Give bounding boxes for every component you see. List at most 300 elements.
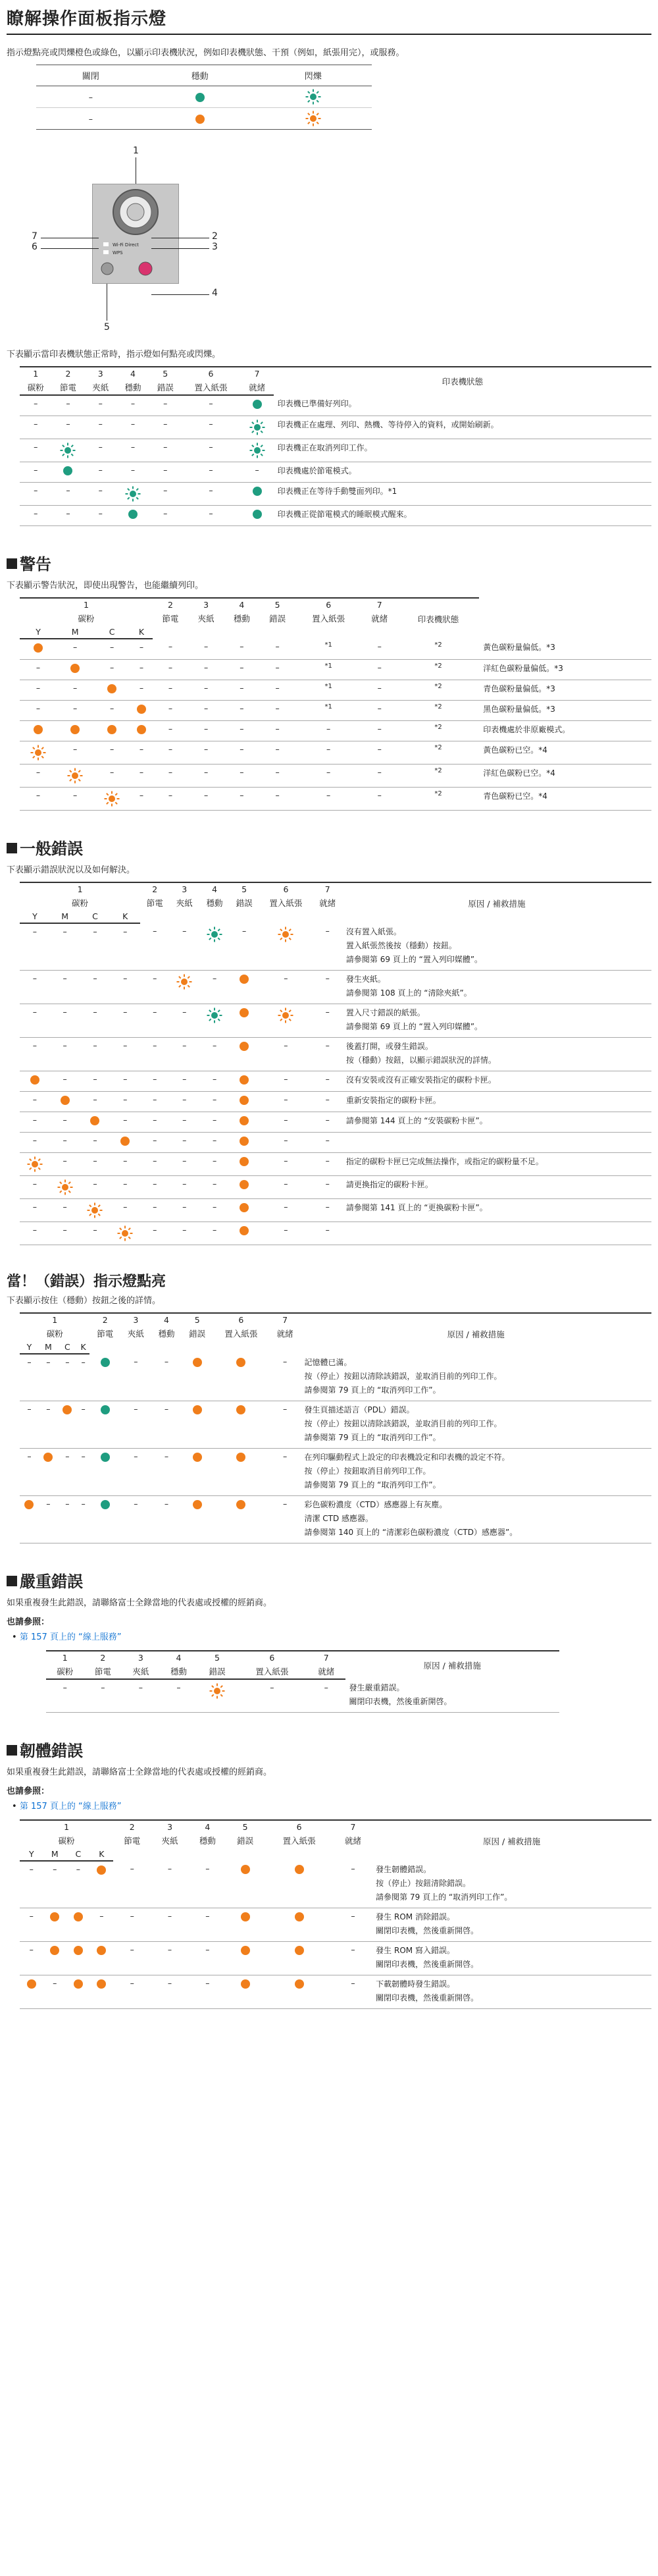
off-cell: – xyxy=(307,1679,345,1713)
note-cell: *1 xyxy=(295,639,362,660)
light-name-1: 碳粉 xyxy=(78,614,95,624)
description-cell xyxy=(274,439,651,462)
light-number-2: 2 xyxy=(89,1313,120,1326)
light-number-5: 5 xyxy=(197,1651,237,1664)
note-cell: *1 xyxy=(295,701,362,721)
panel-illustration xyxy=(93,184,178,283)
off-cell: – xyxy=(181,439,240,462)
description-line: 印表機正從節電模式的睡眠模式醒來。 xyxy=(277,510,412,519)
description-line: 洋紅色碳粉量偏低。*3 xyxy=(483,664,563,673)
light-number-6: 6 xyxy=(237,1651,307,1664)
off-cell: – xyxy=(66,1861,90,1908)
fatal-see-link-text[interactable]: 第 157 頁上的 “線上服務” xyxy=(19,1632,122,1642)
orange-steady-light-icon xyxy=(43,1453,53,1462)
off-cell: – xyxy=(110,1004,140,1038)
off-cell: – xyxy=(259,1199,313,1222)
off-cell: – xyxy=(188,788,224,811)
description-line: 按（停止）按鈕取消目前列印工作。 xyxy=(304,1466,431,1476)
off-cell: – xyxy=(93,741,130,765)
off-cell: – xyxy=(151,1975,188,2009)
light-cell xyxy=(241,395,274,416)
light-cell xyxy=(199,1004,230,1038)
light-cell xyxy=(213,1401,270,1449)
light-name-1: 碳粉 xyxy=(58,1836,75,1846)
off-cell: – xyxy=(259,765,295,788)
status-header: 原因 / 補救措施 xyxy=(345,1651,560,1679)
orange-steady-light-icon xyxy=(50,1912,59,1921)
description-cell xyxy=(342,1092,651,1112)
off-cell: – xyxy=(39,1496,58,1543)
off-cell: – xyxy=(224,701,259,721)
orange-steady-light-icon xyxy=(240,1226,249,1235)
orange-blinking-light-icon xyxy=(30,744,47,761)
off-cell: – xyxy=(84,1679,122,1713)
fatal-error-table xyxy=(46,1650,559,1713)
off-cell: – xyxy=(224,721,259,741)
off-cell: – xyxy=(85,506,116,526)
off-cell: – xyxy=(50,1133,80,1153)
off-cell: – xyxy=(151,1496,182,1543)
table-row xyxy=(20,765,651,788)
orange-steady-light-icon xyxy=(240,1096,249,1105)
orange-steady-light-icon xyxy=(240,1203,249,1212)
description-line: 請參閱第 108 頁上的 “清除夾紙”。 xyxy=(345,988,472,998)
normal-table-intro: 下表顯示當印表機狀態正常時，指示燈如何點亮或閃爍。 xyxy=(7,350,221,360)
description-line: 黑色碳粉量偏低。*3 xyxy=(483,705,555,714)
description-line: 黃色碳粉已空。*4 xyxy=(483,745,547,755)
off-cell: – xyxy=(57,788,93,811)
off-cell: – xyxy=(51,416,84,439)
off-cell: – xyxy=(181,462,240,483)
green-steady-light-icon xyxy=(101,1405,110,1414)
orange-steady-light-icon xyxy=(137,705,146,714)
off-cell: – xyxy=(58,1496,77,1543)
off-cell: – xyxy=(140,1112,169,1133)
off-cell: – xyxy=(20,1401,39,1449)
description-line: 關閉印表機，然後重新開啓。 xyxy=(376,1926,479,1935)
light-cell xyxy=(116,506,149,526)
light-number-5: 5 xyxy=(149,367,181,380)
off-cell: – xyxy=(20,416,51,439)
off-cell: – xyxy=(77,1401,90,1449)
light-cell xyxy=(90,1861,114,1908)
light-number-6: 6 xyxy=(295,598,362,611)
off-cell: – xyxy=(20,1908,43,1942)
off-cell: – xyxy=(259,1153,313,1176)
off-cell: – xyxy=(140,1004,169,1038)
off-cell: – xyxy=(313,1153,342,1176)
off-cell: – xyxy=(80,1004,111,1038)
light-name-4: 穩動 xyxy=(233,614,250,624)
orange-steady-light-icon xyxy=(295,1946,304,1955)
off-cell: – xyxy=(50,1153,80,1176)
off-cell: – xyxy=(110,1176,140,1199)
light-name-4: 穩動 xyxy=(206,898,223,908)
orange-steady-light-icon xyxy=(107,684,116,693)
off-cell: – xyxy=(113,1975,151,2009)
off-cell: – xyxy=(113,1942,151,1975)
off-cell: – xyxy=(362,741,397,765)
light-cell xyxy=(20,1153,50,1176)
off-cell: – xyxy=(93,701,130,721)
firmware-title-text: 韌體錯誤 xyxy=(20,1742,83,1760)
off-cell: – xyxy=(20,1133,50,1153)
table-row xyxy=(20,1199,651,1222)
off-cell: – xyxy=(110,1038,140,1071)
light-cell xyxy=(93,721,130,741)
off-cell: – xyxy=(110,1112,140,1133)
light-cell xyxy=(93,680,130,701)
intro-text: 指示燈點亮或閃爍橙色或綠色，以顯示印表機狀況，例如印表機狀態、干預（例如，紙張用完），或服務。 xyxy=(7,48,405,58)
orange-steady-light-icon xyxy=(240,1157,249,1166)
off-cell: – xyxy=(259,680,295,701)
light-number-4: 4 xyxy=(151,1313,182,1326)
off-cell: – xyxy=(57,680,93,701)
orange-steady-light-icon xyxy=(61,1096,70,1105)
off-cell: – xyxy=(188,660,224,680)
off-cell: – xyxy=(199,1222,230,1245)
green-steady-light-icon xyxy=(253,487,262,496)
light-cell xyxy=(57,660,93,680)
orange-steady-light-icon xyxy=(70,725,80,734)
description-cell xyxy=(479,721,651,741)
light-number-3: 3 xyxy=(122,1651,160,1664)
general-error-intro: 下表顯示錯誤狀況以及如何解決。 xyxy=(7,865,136,875)
description-line: 關閉印表機，然後重新開啓。 xyxy=(376,1993,479,2002)
light-name-2: 節電 xyxy=(84,1664,122,1679)
table-row xyxy=(20,506,651,526)
toner-k: K xyxy=(130,626,153,639)
off-cell: – xyxy=(169,1112,199,1133)
description-line: 請參閱第 69 頁上的 “置入列印媒體”。 xyxy=(345,1022,483,1031)
light-cell xyxy=(90,1975,114,2009)
off-cell: – xyxy=(80,1071,111,1092)
description-line: 請參閱第 79 頁上的 “取消列印工作”。 xyxy=(376,1892,513,1902)
table-row xyxy=(20,1071,651,1092)
off-cell: – xyxy=(224,741,259,765)
off-cell: – xyxy=(149,439,181,462)
off-cell: – xyxy=(77,1496,90,1543)
description-line: 印表機處於非原廠模式。 xyxy=(483,725,570,734)
description-line: 發生 ROM 消除錯誤。 xyxy=(376,1912,455,1921)
light-number-4: 4 xyxy=(116,367,149,380)
off-cell: – xyxy=(230,923,259,971)
off-cell: – xyxy=(224,660,259,680)
description-line: 清潔 CTD 感應器。 xyxy=(304,1514,374,1523)
orange-steady-light-icon xyxy=(236,1453,245,1462)
legend-table xyxy=(36,65,372,130)
off-cell: – xyxy=(270,1449,301,1496)
firmware-error-table xyxy=(20,1819,651,2009)
off-cell: – xyxy=(313,1004,342,1038)
off-cell: – xyxy=(116,439,149,462)
off-cell: – xyxy=(43,1861,67,1908)
off-cell: – xyxy=(93,660,130,680)
off-cell: – xyxy=(188,639,224,660)
orange-blinking-light-icon xyxy=(66,767,84,784)
off-cell: – xyxy=(58,1354,77,1401)
light-name-7: 就緒 xyxy=(241,380,274,395)
off-cell: – xyxy=(313,971,342,1004)
light-number-2: 2 xyxy=(84,1651,122,1664)
light-cell xyxy=(197,1679,237,1713)
light-cell xyxy=(226,1861,264,1908)
off-cell: – xyxy=(199,1092,230,1112)
off-cell: – xyxy=(140,1038,169,1071)
off-cell: – xyxy=(80,1176,111,1199)
description-cell xyxy=(372,1861,651,1908)
table-row xyxy=(20,1133,651,1153)
light-number-2: 2 xyxy=(51,367,84,380)
orange-steady-light-icon xyxy=(97,1865,106,1875)
off-cell: – xyxy=(295,788,362,811)
off-cell: – xyxy=(36,108,145,130)
orange-steady-light-icon xyxy=(34,725,43,734)
description-line: 按（停止）按鈕以清除該錯誤，並取消目前的列印工作。 xyxy=(304,1372,502,1381)
note-cell: *2 xyxy=(397,660,479,680)
table-row xyxy=(20,1153,651,1176)
off-cell: – xyxy=(334,1942,372,1975)
orange-steady-light-icon xyxy=(241,1912,250,1921)
light-cell xyxy=(80,1112,111,1133)
off-cell: – xyxy=(120,1401,151,1449)
light-cell xyxy=(89,1496,120,1543)
off-cell: – xyxy=(140,1222,169,1245)
off-cell: – xyxy=(20,701,57,721)
light-cell xyxy=(39,1449,58,1496)
table-row xyxy=(20,923,651,971)
off-cell: – xyxy=(20,923,50,971)
off-cell: – xyxy=(85,395,116,416)
firmware-see-link[interactable]: • 第 157 頁上的 “線上服務” xyxy=(12,1802,122,1811)
status-header: 印表機狀態 xyxy=(274,367,651,395)
green-steady-light-icon xyxy=(128,510,138,519)
off-cell: – xyxy=(140,971,169,1004)
orange-blinking-light-icon xyxy=(116,1225,134,1242)
off-cell: – xyxy=(259,660,295,680)
off-cell: – xyxy=(313,1199,342,1222)
off-cell: – xyxy=(199,1133,230,1153)
fatal-intro: 如果重複發生此錯誤，請聯絡富士全錄當地的代表處或授權的經銷商。 xyxy=(7,1598,272,1608)
off-cell: – xyxy=(130,765,153,788)
page-title: 瞭解操作面板指示燈 xyxy=(7,0,651,35)
table-row xyxy=(20,639,651,660)
light-number-6: 6 xyxy=(213,1313,270,1326)
table-row xyxy=(20,788,651,811)
table-row xyxy=(20,1004,651,1038)
note-cell: *2 xyxy=(397,721,479,741)
off-cell: – xyxy=(224,680,259,701)
green-blinking-light-icon xyxy=(249,442,266,459)
description-cell xyxy=(300,1449,651,1496)
off-cell: – xyxy=(188,701,224,721)
light-cell xyxy=(20,721,57,741)
light-cell xyxy=(169,971,199,1004)
off-cell: – xyxy=(313,1071,342,1092)
off-cell: – xyxy=(188,721,224,741)
light-number-4: 4 xyxy=(189,1820,226,1833)
off-cell: – xyxy=(85,483,116,506)
off-cell: – xyxy=(130,639,153,660)
off-cell: – xyxy=(224,639,259,660)
description-cell xyxy=(274,416,651,439)
off-cell: – xyxy=(259,1092,313,1112)
callout-5: 5 xyxy=(104,322,110,333)
light-cell xyxy=(241,439,274,462)
off-cell: – xyxy=(241,462,274,483)
light-cell xyxy=(110,1133,140,1153)
off-cell: – xyxy=(50,971,80,1004)
off-cell: – xyxy=(140,1153,169,1176)
description-cell xyxy=(300,1496,651,1543)
description-line: 在列印驅動程式上設定的印表機設定和印表機的設定不符。 xyxy=(304,1453,510,1462)
table-row xyxy=(20,1176,651,1199)
normal-status-table xyxy=(20,366,651,526)
light-number-7: 7 xyxy=(334,1820,372,1833)
light-cell xyxy=(130,701,153,721)
orange-steady-light-icon xyxy=(30,1075,39,1085)
off-cell: – xyxy=(259,1176,313,1199)
orange-steady-light-icon xyxy=(241,1865,250,1874)
off-cell: – xyxy=(140,1133,169,1153)
light-cell xyxy=(255,86,372,108)
table-row xyxy=(20,971,651,1004)
off-cell: – xyxy=(259,741,295,765)
firmware-see-link-text[interactable]: 第 157 頁上的 “線上服務” xyxy=(19,1802,122,1811)
light-cell xyxy=(58,1401,77,1449)
off-cell: – xyxy=(149,462,181,483)
off-cell: – xyxy=(259,1038,313,1071)
off-cell: – xyxy=(20,1861,43,1908)
operator-panel-figure xyxy=(20,146,243,336)
off-cell: – xyxy=(169,1199,199,1222)
off-cell: – xyxy=(20,971,50,1004)
light-name-4: 穩動 xyxy=(116,380,149,395)
green-steady-light-icon xyxy=(101,1500,110,1509)
table-row xyxy=(20,741,651,765)
off-cell: – xyxy=(51,395,84,416)
off-cell: – xyxy=(188,765,224,788)
warning-table xyxy=(20,597,651,811)
description-cell xyxy=(479,680,651,701)
table-row xyxy=(20,660,651,680)
green-steady-light-icon xyxy=(63,466,72,475)
off-cell: – xyxy=(169,1176,199,1199)
light-number-7: 7 xyxy=(270,1313,301,1326)
off-cell: – xyxy=(259,1071,313,1092)
off-cell: – xyxy=(362,701,397,721)
off-cell: – xyxy=(199,1176,230,1199)
off-cell: – xyxy=(181,416,240,439)
light-cell xyxy=(50,1092,80,1112)
description-cell xyxy=(342,971,651,1004)
description-line: 按（停止）按鈕清除錯誤。 xyxy=(376,1879,471,1888)
error-on-intro: 下表顯示按住（穩動）按鈕之後的詳情。 xyxy=(7,1296,161,1306)
green-blinking-light-icon xyxy=(206,926,223,943)
general-error-table xyxy=(20,882,651,1245)
light-cell xyxy=(130,721,153,741)
description-cell xyxy=(479,660,651,680)
off-cell: – xyxy=(362,660,397,680)
off-cell: – xyxy=(90,1908,114,1942)
off-cell: – xyxy=(20,395,51,416)
description-line: 印表機正在等待手動雙面列印。*1 xyxy=(277,487,397,496)
off-cell: – xyxy=(188,680,224,701)
table-row xyxy=(20,416,651,439)
off-cell: – xyxy=(362,788,397,811)
green-steady-light-icon xyxy=(253,400,262,409)
light-cell xyxy=(20,1496,39,1543)
table-row xyxy=(20,395,651,416)
description-line: 請更換指定的碳粉卡匣。 xyxy=(345,1180,433,1189)
off-cell: – xyxy=(130,788,153,811)
light-cell xyxy=(20,1071,50,1092)
description-line: 重新安裝指定的碳粉卡匣。 xyxy=(345,1096,441,1105)
light-number-1: 1 xyxy=(20,882,140,896)
off-cell: – xyxy=(313,1176,342,1199)
off-cell: – xyxy=(169,923,199,971)
legend-header-off: 關閉 xyxy=(36,65,145,86)
description-line: 發生夾紙。 xyxy=(345,975,386,984)
off-cell: – xyxy=(20,462,51,483)
light-name-3: 夾紙 xyxy=(161,1836,178,1846)
wps-label: WPS xyxy=(113,250,123,255)
off-cell: – xyxy=(57,741,93,765)
light-number-7: 7 xyxy=(307,1651,345,1664)
description-line: 下載韌體時發生錯誤。 xyxy=(376,1979,455,1989)
orange-steady-light-icon xyxy=(240,1008,249,1017)
off-cell: – xyxy=(36,86,145,108)
orange-blinking-light-icon xyxy=(26,1156,43,1173)
off-cell: – xyxy=(334,1908,372,1942)
orange-steady-light-icon xyxy=(240,1042,249,1051)
light-cell xyxy=(230,1133,259,1153)
light-name-3: 夾紙 xyxy=(122,1664,160,1679)
general-error-title-text: 一般錯誤 xyxy=(20,840,83,858)
off-cell: – xyxy=(50,1112,80,1133)
off-cell: – xyxy=(50,1038,80,1071)
orange-steady-light-icon xyxy=(50,1946,59,1955)
green-blinking-light-icon xyxy=(305,88,322,105)
light-number-1: 1 xyxy=(46,1651,84,1664)
off-cell: – xyxy=(140,923,169,971)
toner-y: Y xyxy=(20,910,50,923)
light-number-2: 2 xyxy=(113,1820,151,1833)
light-cell xyxy=(57,765,93,788)
off-cell: – xyxy=(153,721,188,741)
light-cell xyxy=(241,483,274,506)
description-line: 沒有置入紙張。 xyxy=(345,927,401,936)
description-line: 發生 ROM 寫入錯誤。 xyxy=(376,1946,455,1955)
off-cell: – xyxy=(51,483,84,506)
light-cell xyxy=(213,1496,270,1543)
table-row xyxy=(20,1975,651,2009)
orange-steady-light-icon xyxy=(295,1865,304,1874)
light-name-6: 置入紙張 xyxy=(237,1664,307,1679)
light-name-2: 節電 xyxy=(51,380,84,395)
light-cell xyxy=(110,1222,140,1245)
fatal-see-link[interactable]: • 第 157 頁上的 “線上服務” xyxy=(12,1632,122,1642)
light-cell xyxy=(43,1908,67,1942)
light-number-1: 1 xyxy=(20,1820,113,1833)
off-cell: – xyxy=(169,1004,199,1038)
off-cell: – xyxy=(50,1071,80,1092)
table-row xyxy=(20,1092,651,1112)
description-line: 請參閱第 141 頁上的 “更換碳粉卡匣”。 xyxy=(345,1203,488,1212)
light-name-7: 就緒 xyxy=(319,898,336,908)
off-cell: – xyxy=(224,765,259,788)
off-cell: – xyxy=(80,923,111,971)
